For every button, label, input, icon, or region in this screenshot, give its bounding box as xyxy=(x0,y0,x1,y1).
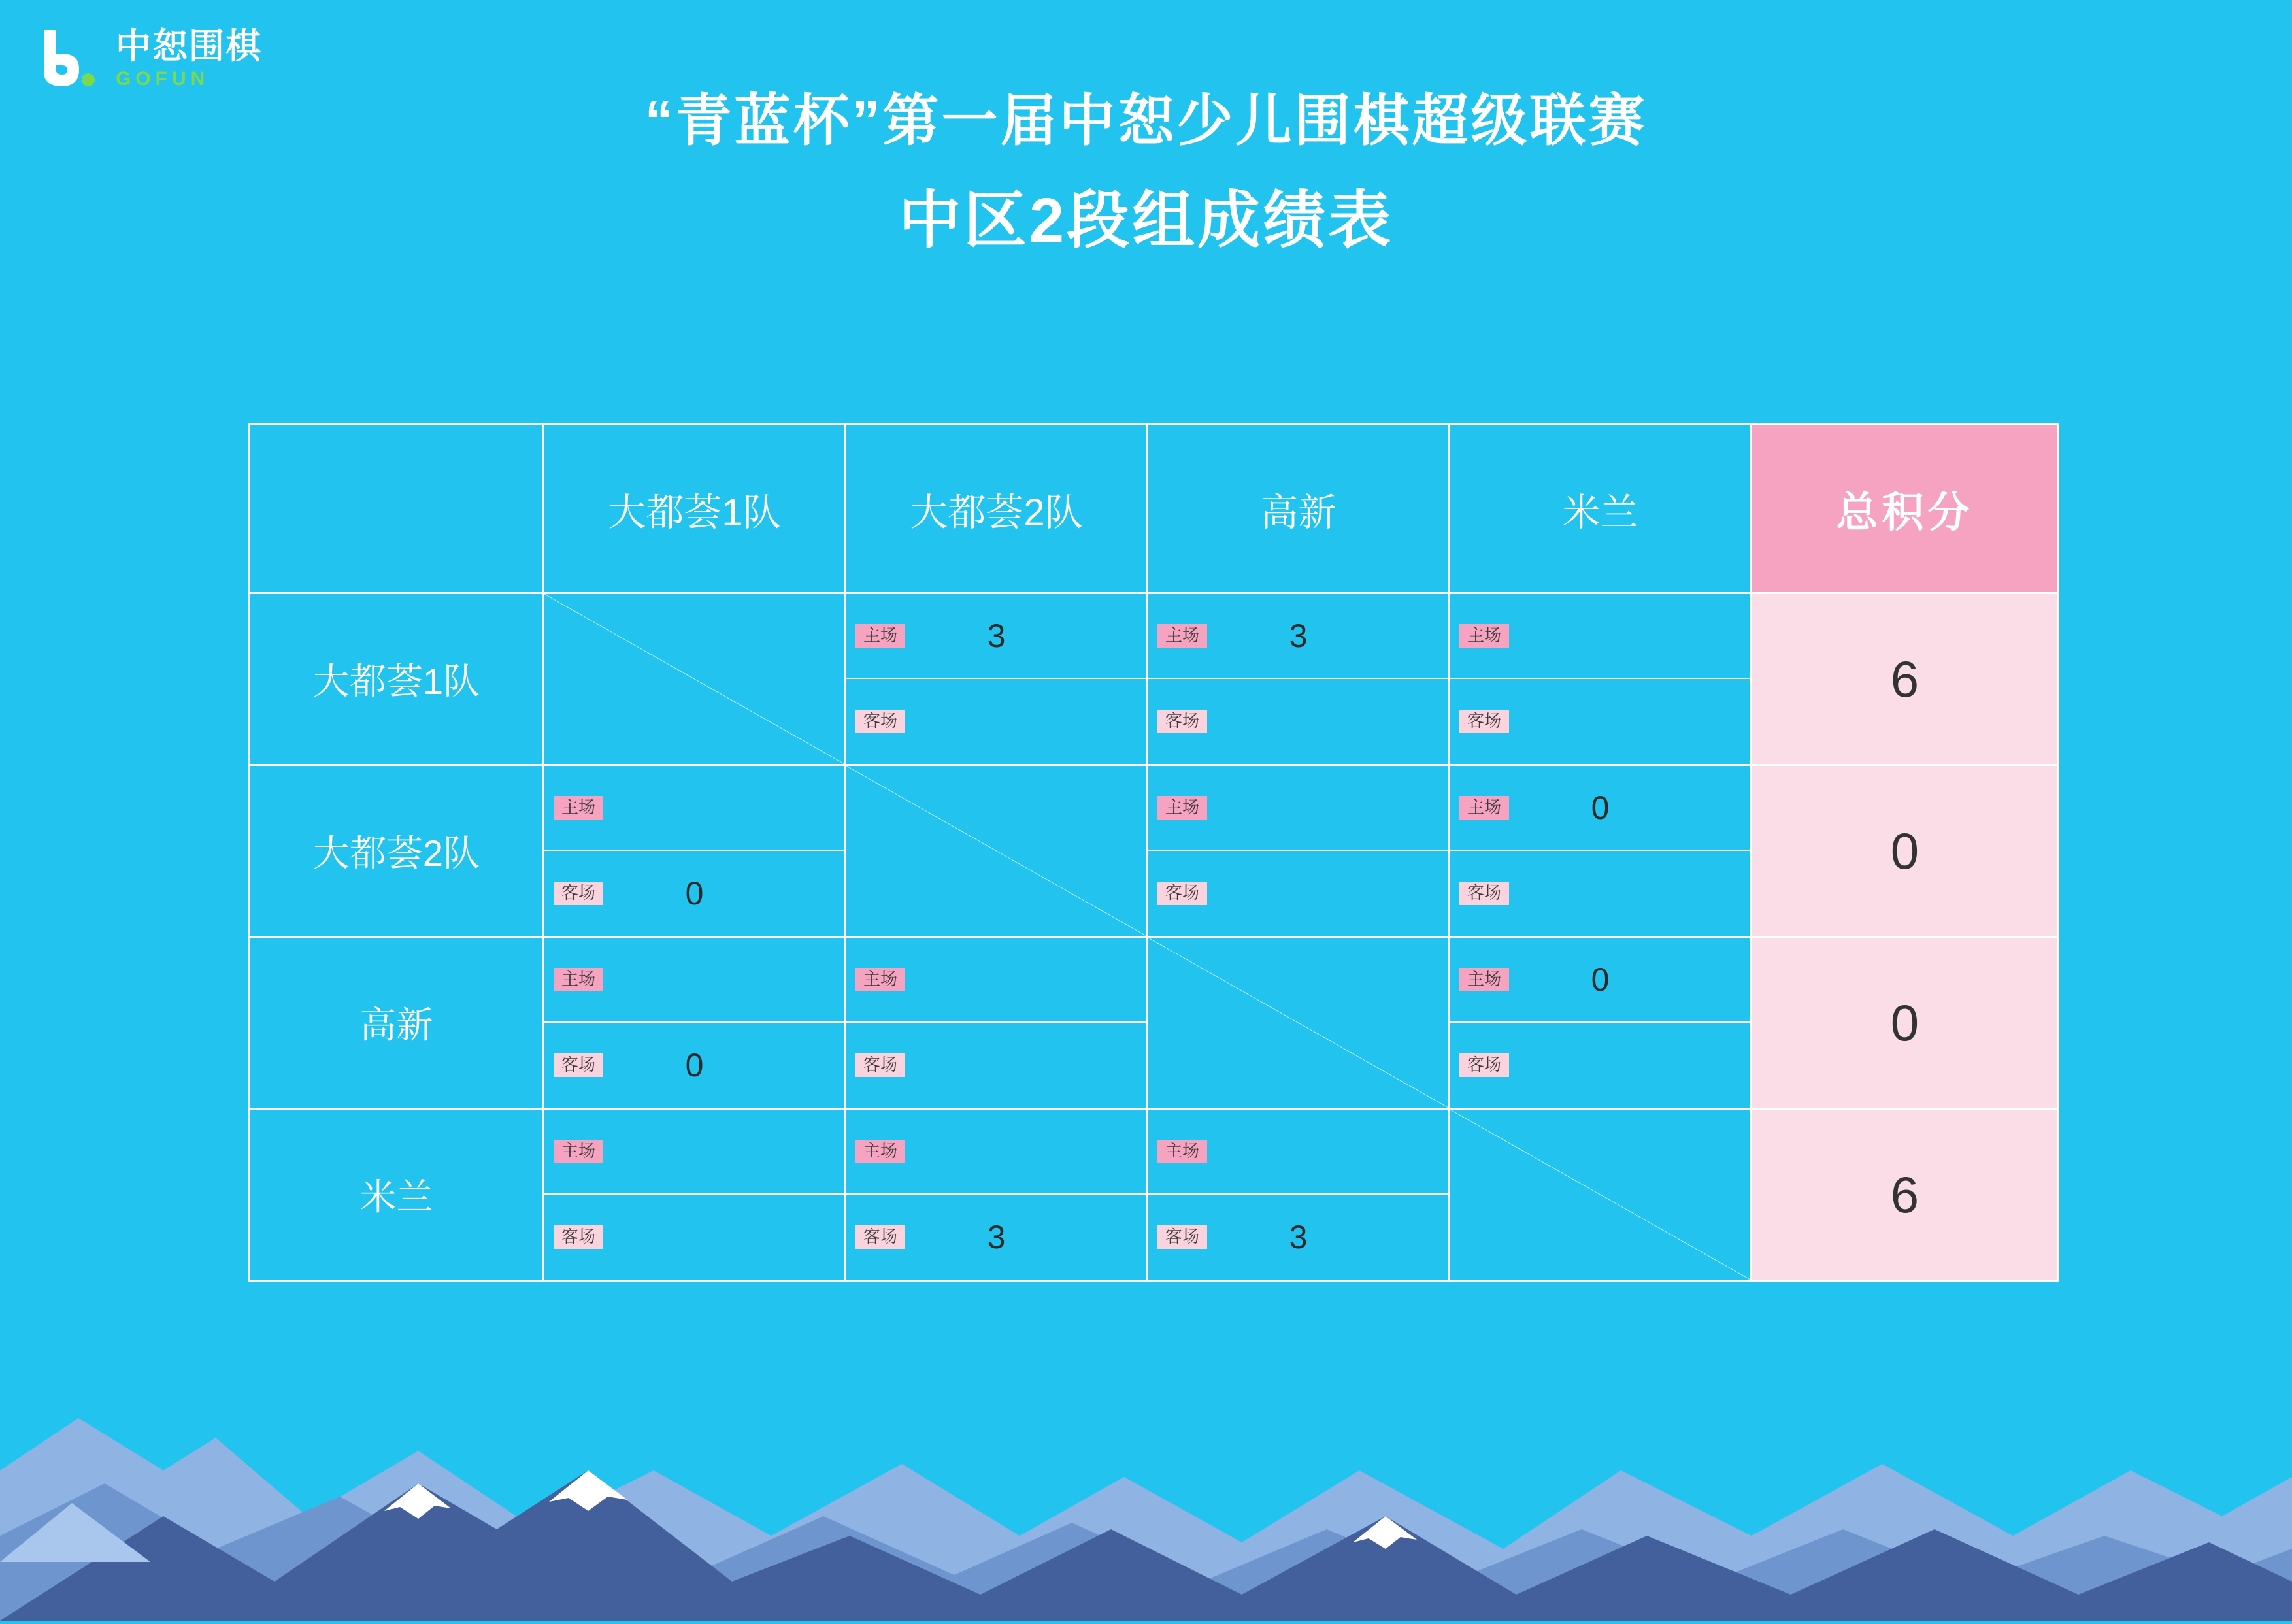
away-half xyxy=(544,1023,844,1108)
away-tag: 客场 xyxy=(554,1053,603,1077)
away-half xyxy=(544,851,844,936)
home-half xyxy=(544,1110,844,1195)
away-half xyxy=(846,679,1146,764)
away-tag: 客场 xyxy=(1157,882,1207,905)
header-total: 总积分 xyxy=(1752,425,2059,593)
row-total: 6 xyxy=(1752,593,2059,765)
table-row xyxy=(250,765,2059,937)
match-cell xyxy=(846,937,1148,1109)
away-score: 0 xyxy=(685,1047,704,1084)
home-score: 3 xyxy=(1289,618,1308,654)
diagonal-block xyxy=(1148,938,1448,1108)
diagonal-block xyxy=(544,594,844,764)
title-line-1: “青蓝杯”第一届中恕少儿围棋超级联赛 xyxy=(644,90,1648,152)
home-score: 0 xyxy=(1591,789,1610,826)
row-total: 0 xyxy=(1752,937,2059,1109)
home-tag: 主场 xyxy=(855,968,905,991)
row-total: 6 xyxy=(1752,1109,2059,1281)
away-tag: 客场 xyxy=(554,1225,603,1249)
away-score: 3 xyxy=(1289,1219,1308,1255)
home-half xyxy=(1148,594,1448,679)
row-team-name: 米兰 xyxy=(250,1109,544,1281)
home-tag: 主场 xyxy=(554,796,603,820)
match-cell xyxy=(1148,593,1450,765)
away-tag: 客场 xyxy=(855,1053,905,1077)
row-team-name: 大都荟2队 xyxy=(250,765,544,937)
match-cell xyxy=(544,937,846,1109)
header-team-3: 高新 xyxy=(1148,425,1450,593)
match-cell xyxy=(846,593,1148,765)
home-tag: 主场 xyxy=(855,1140,905,1163)
match-cell xyxy=(1148,765,1450,937)
away-half xyxy=(1148,851,1448,936)
away-half xyxy=(1450,1023,1750,1108)
home-half xyxy=(846,1110,1146,1195)
header-corner xyxy=(250,425,544,593)
match-cell-self xyxy=(544,593,846,765)
home-half xyxy=(1148,766,1448,851)
score-table-container xyxy=(248,423,2052,1282)
match-cell-self xyxy=(846,765,1148,937)
home-half xyxy=(1148,1110,1448,1195)
away-half xyxy=(1450,679,1750,764)
row-total: 0 xyxy=(1752,765,2059,937)
match-cell xyxy=(1450,593,1752,765)
home-score: 0 xyxy=(1591,961,1610,998)
home-half xyxy=(1450,766,1750,851)
home-score: 3 xyxy=(987,618,1006,654)
match-cell xyxy=(1450,765,1752,937)
header-row xyxy=(250,425,2059,593)
home-half xyxy=(846,938,1146,1023)
away-tag: 客场 xyxy=(554,882,603,905)
row-team-name: 大都荟1队 xyxy=(250,593,544,765)
brand-name-cn: 中恕围棋 xyxy=(116,27,262,66)
away-tag: 客场 xyxy=(1157,710,1207,733)
match-cell xyxy=(544,765,846,937)
away-score: 0 xyxy=(685,875,704,912)
away-tag: 客场 xyxy=(855,1225,905,1249)
diagonal-block xyxy=(846,766,1146,936)
home-tag: 主场 xyxy=(855,624,905,648)
home-tag: 主场 xyxy=(1459,968,1509,991)
table-body xyxy=(250,593,2059,1281)
away-tag: 客场 xyxy=(855,710,905,733)
away-tag: 客场 xyxy=(1459,1053,1509,1077)
home-tag: 主场 xyxy=(1459,624,1509,648)
home-tag: 主场 xyxy=(1459,796,1509,820)
home-tag: 主场 xyxy=(1157,796,1207,820)
home-tag: 主场 xyxy=(1157,1140,1207,1163)
home-half xyxy=(544,938,844,1023)
home-half xyxy=(544,766,844,851)
home-tag: 主场 xyxy=(554,968,603,991)
table-row xyxy=(250,593,2059,765)
brand-name-en: GOFUN xyxy=(116,68,210,90)
home-tag: 主场 xyxy=(1157,624,1207,648)
diagonal-block xyxy=(1450,1110,1750,1280)
away-score: 3 xyxy=(987,1219,1006,1255)
mountain-decoration xyxy=(0,1255,2292,1621)
home-tag: 主场 xyxy=(554,1140,603,1163)
header-team-1: 大都荟1队 xyxy=(544,425,846,593)
match-cell-self xyxy=(1148,937,1450,1109)
table-row xyxy=(250,937,2059,1109)
home-half xyxy=(1450,938,1750,1023)
header-team-2: 大都荟2队 xyxy=(846,425,1148,593)
away-half xyxy=(1450,851,1750,936)
table-header xyxy=(250,425,2059,593)
away-tag: 客场 xyxy=(1459,710,1509,733)
title-line-2: 中区2段组成绩表 xyxy=(898,186,1394,256)
match-cell xyxy=(1450,937,1752,1109)
home-half xyxy=(1450,594,1750,679)
away-tag: 客场 xyxy=(1459,882,1509,905)
header-team-4: 米兰 xyxy=(1450,425,1752,593)
page-title xyxy=(0,75,2292,260)
home-half xyxy=(846,594,1146,679)
score-table xyxy=(248,423,2059,1282)
away-half xyxy=(1148,679,1448,764)
away-tag: 客场 xyxy=(1157,1225,1207,1249)
row-team-name: 高新 xyxy=(250,937,544,1109)
away-half xyxy=(846,1023,1146,1108)
